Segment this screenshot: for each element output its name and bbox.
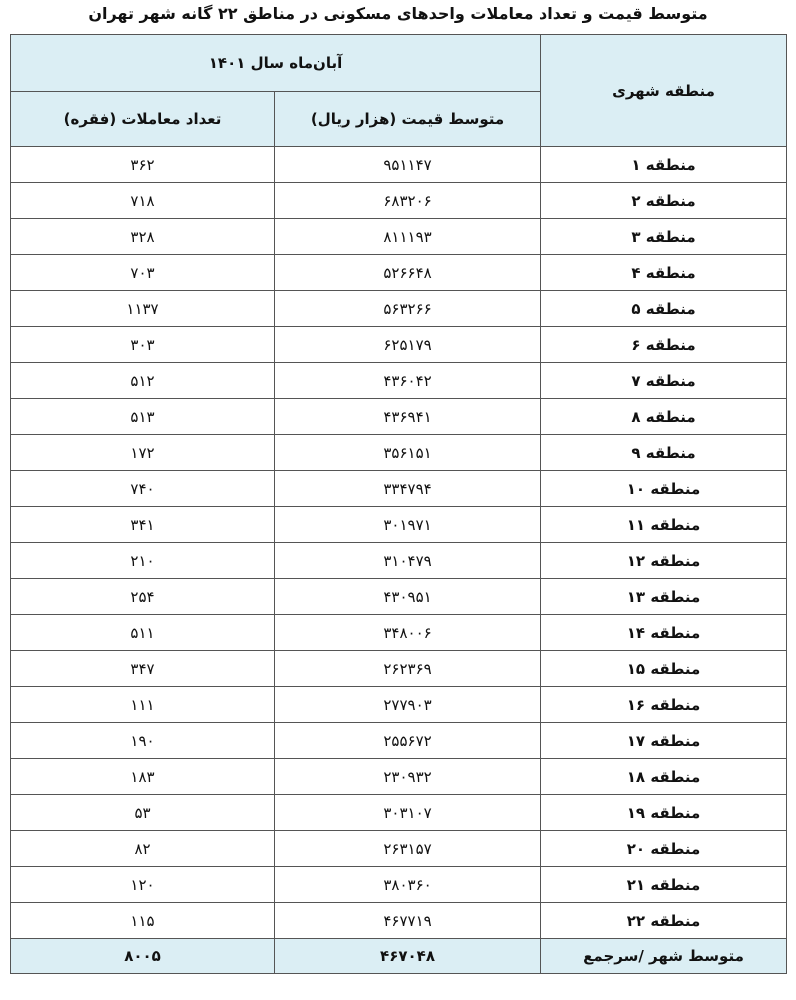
- count-cell: ۵۱۲: [11, 363, 275, 399]
- region-cell: منطقه ۱۲: [541, 543, 787, 579]
- price-cell: ۲۶۲۳۶۹: [275, 651, 541, 687]
- total-label: متوسط شهر /سرجمع: [541, 939, 787, 974]
- count-cell: ۳۶۲: [11, 147, 275, 183]
- count-column-header: تعداد معاملات (فقره): [11, 92, 275, 147]
- price-cell: ۴۳۶۰۴۲: [275, 363, 541, 399]
- table-row: [11, 399, 787, 435]
- count-cell: ۷۴۰: [11, 471, 275, 507]
- region-cell: منطقه ۱۰: [541, 471, 787, 507]
- price-cell: ۳۰۳۱۰۷: [275, 795, 541, 831]
- total-price: ۴۶۷۰۴۸: [275, 939, 541, 974]
- region-cell: منطقه ۳: [541, 219, 787, 255]
- region-cell: منطقه ۲۲: [541, 903, 787, 939]
- region-cell: منطقه ۱۸: [541, 759, 787, 795]
- table-row: [11, 219, 787, 255]
- count-cell: ۱۹۰: [11, 723, 275, 759]
- table-row: [11, 363, 787, 399]
- table-row: [11, 759, 787, 795]
- table-row: [11, 255, 787, 291]
- region-cell: منطقه ۲۰: [541, 831, 787, 867]
- price-cell: ۳۸۰۳۶۰: [275, 867, 541, 903]
- price-cell: ۴۳۶۹۴۱: [275, 399, 541, 435]
- table-row: [11, 795, 787, 831]
- price-cell: ۲۳۰۹۳۲: [275, 759, 541, 795]
- count-cell: ۸۲: [11, 831, 275, 867]
- period-header: آبان‌ماه سال ۱۴۰۱: [11, 35, 541, 92]
- region-cell: منطقه ۱: [541, 147, 787, 183]
- price-cell: ۴۳۰۹۵۱: [275, 579, 541, 615]
- price-cell: ۳۵۶۱۵۱: [275, 435, 541, 471]
- region-cell: منطقه ۱۷: [541, 723, 787, 759]
- region-cell: منطقه ۹: [541, 435, 787, 471]
- count-cell: ۲۱۰: [11, 543, 275, 579]
- count-cell: ۷۰۳: [11, 255, 275, 291]
- total-row: [11, 939, 787, 974]
- table-row: [11, 183, 787, 219]
- table-row: [11, 903, 787, 939]
- count-cell: ۵۱۱: [11, 615, 275, 651]
- region-cell: منطقه ۵: [541, 291, 787, 327]
- count-cell: ۳۲۸: [11, 219, 275, 255]
- count-cell: ۳۰۳: [11, 327, 275, 363]
- count-cell: ۵۳: [11, 795, 275, 831]
- housing-transactions-table: [10, 34, 787, 974]
- region-cell: منطقه ۱۱: [541, 507, 787, 543]
- table-row: [11, 291, 787, 327]
- count-cell: ۲۵۴: [11, 579, 275, 615]
- table-row: [11, 831, 787, 867]
- price-cell: ۲۶۳۱۵۷: [275, 831, 541, 867]
- table-row: [11, 507, 787, 543]
- price-cell: ۵۶۳۲۶۶: [275, 291, 541, 327]
- count-cell: ۵۱۳: [11, 399, 275, 435]
- region-cell: منطقه ۱۶: [541, 687, 787, 723]
- region-column-header: منطقه شهری: [541, 35, 787, 147]
- table-row: [11, 147, 787, 183]
- count-cell: ۳۴۱: [11, 507, 275, 543]
- region-cell: منطقه ۱۳: [541, 579, 787, 615]
- price-cell: ۳۳۴۷۹۴: [275, 471, 541, 507]
- table-row: [11, 471, 787, 507]
- count-cell: ۱۱۳۷: [11, 291, 275, 327]
- table-row: [11, 579, 787, 615]
- count-cell: ۱۲۰: [11, 867, 275, 903]
- table-row: [11, 687, 787, 723]
- region-cell: منطقه ۸: [541, 399, 787, 435]
- count-cell: ۷۱۸: [11, 183, 275, 219]
- price-cell: ۴۶۷۷۱۹: [275, 903, 541, 939]
- table-row: [11, 651, 787, 687]
- region-cell: منطقه ۴: [541, 255, 787, 291]
- price-cell: ۶۸۳۲۰۶: [275, 183, 541, 219]
- price-cell: ۲۵۵۶۷۲: [275, 723, 541, 759]
- price-cell: ۲۷۷۹۰۳: [275, 687, 541, 723]
- region-cell: منطقه ۱۴: [541, 615, 787, 651]
- price-cell: ۳۰۱۹۷۱: [275, 507, 541, 543]
- price-column-header: متوسط قیمت (هزار ریال): [275, 92, 541, 147]
- price-cell: ۳۴۸۰۰۶: [275, 615, 541, 651]
- count-cell: ۱۸۳: [11, 759, 275, 795]
- region-cell: منطقه ۷: [541, 363, 787, 399]
- table-row: [11, 615, 787, 651]
- table-row: [11, 435, 787, 471]
- count-cell: ۱۱۵: [11, 903, 275, 939]
- table-body: [11, 147, 787, 939]
- region-cell: منطقه ۲۱: [541, 867, 787, 903]
- region-cell: منطقه ۶: [541, 327, 787, 363]
- price-cell: ۹۵۱۱۴۷: [275, 147, 541, 183]
- price-cell: ۵۲۶۶۴۸: [275, 255, 541, 291]
- table-row: [11, 867, 787, 903]
- region-cell: منطقه ۱۹: [541, 795, 787, 831]
- table-title: متوسط قیمت و تعداد معاملات واحدهای مسکونی در مناطق ۲۲ گانه شهر تهران: [88, 4, 708, 23]
- table-row: [11, 327, 787, 363]
- count-cell: ۱۷۲: [11, 435, 275, 471]
- table-row: [11, 723, 787, 759]
- price-cell: ۸۱۱۱۹۳: [275, 219, 541, 255]
- table-row: [11, 543, 787, 579]
- price-cell: ۳۱۰۴۷۹: [275, 543, 541, 579]
- region-cell: منطقه ۲: [541, 183, 787, 219]
- count-cell: ۳۴۷: [11, 651, 275, 687]
- count-cell: ۱۱۱: [11, 687, 275, 723]
- total-count: ۸۰۰۵: [11, 939, 275, 974]
- region-cell: منطقه ۱۵: [541, 651, 787, 687]
- price-cell: ۶۲۵۱۷۹: [275, 327, 541, 363]
